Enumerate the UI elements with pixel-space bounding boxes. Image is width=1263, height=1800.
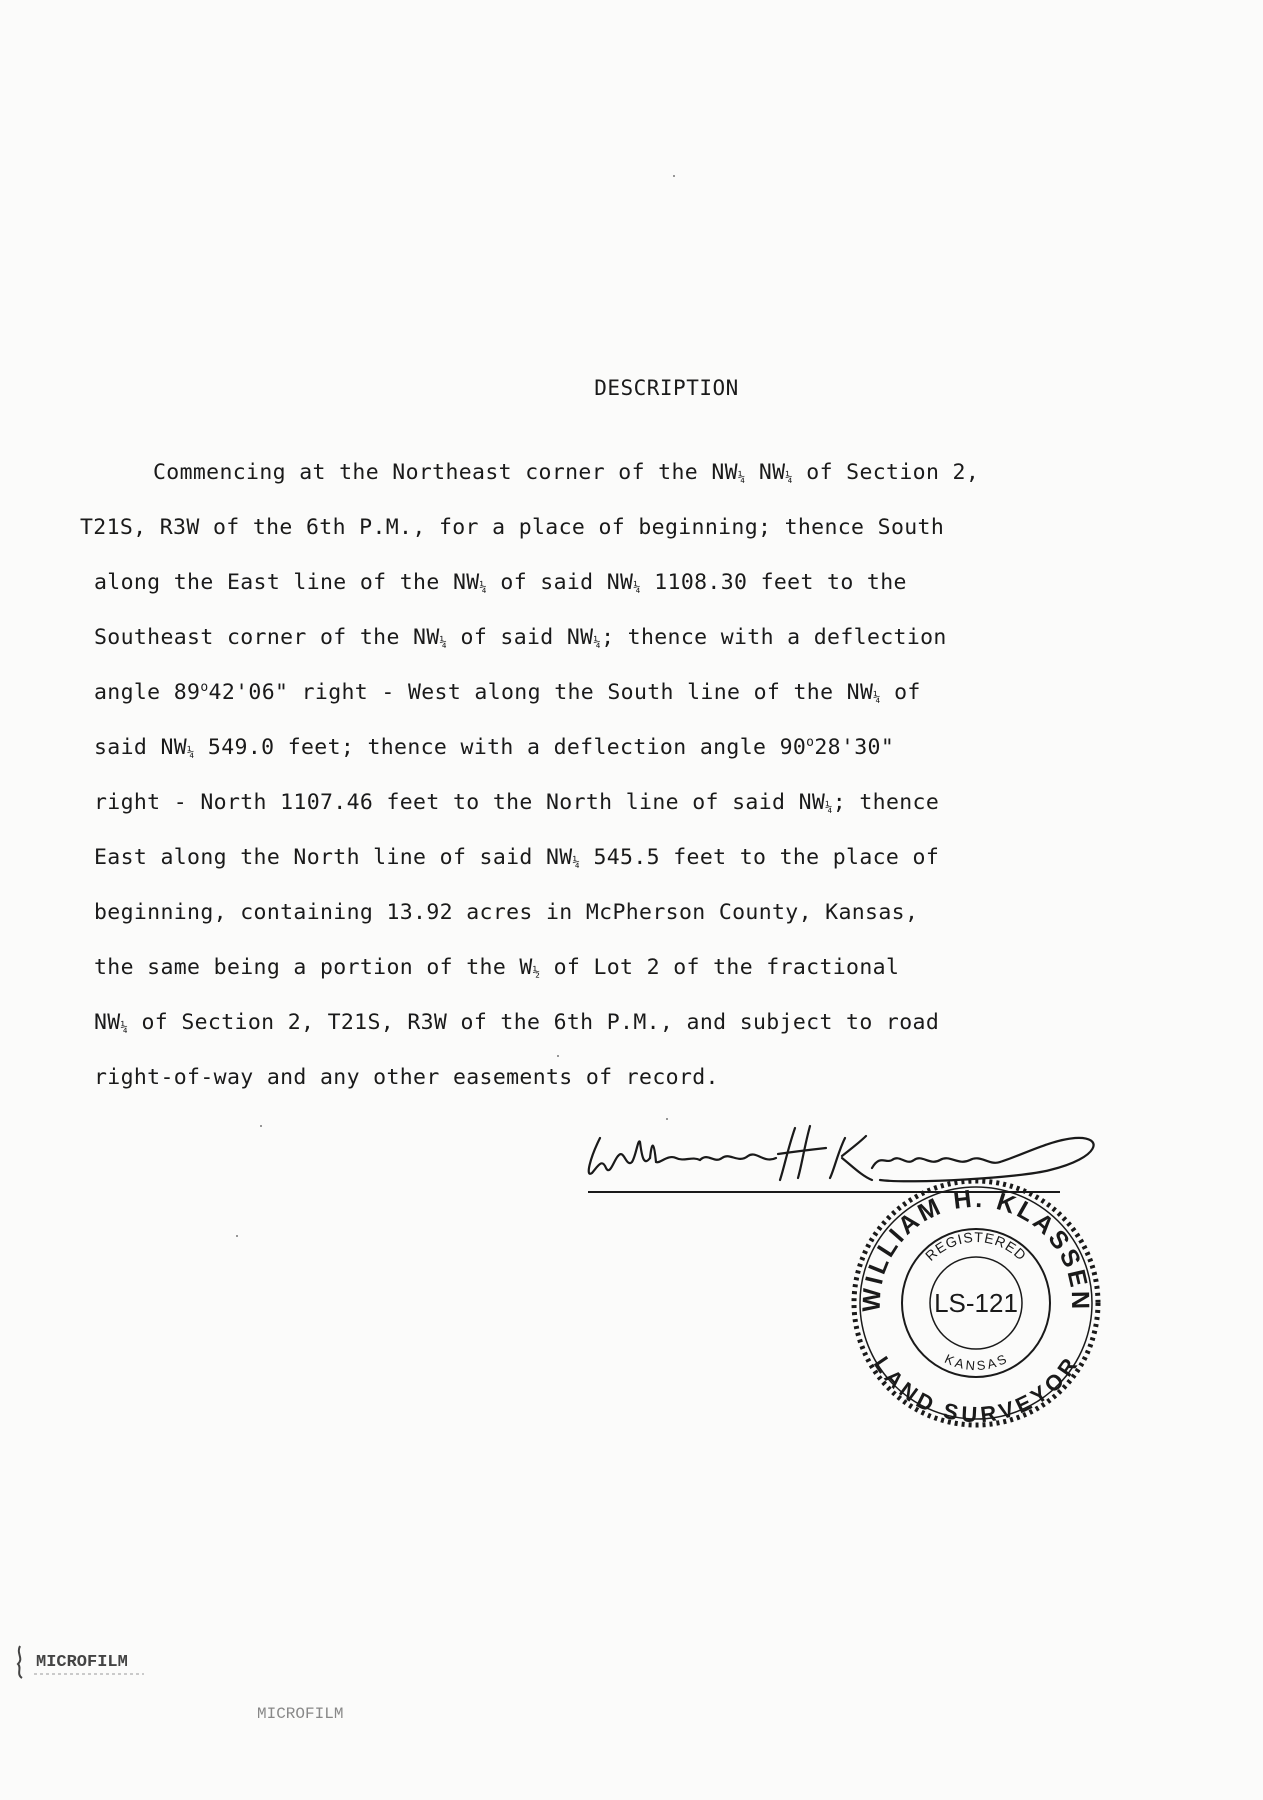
microfilm-stamp-1 (14, 1640, 184, 1690)
microfilm-stamp-2 (255, 1700, 365, 1724)
document-title: DESCRIPTION (594, 376, 739, 400)
seal-outer-bottom-text: LAND SURVEYOR (868, 1351, 1084, 1428)
description-line-4: Southeast corner of the NW¼ of said NW¼; thence with a deflection (94, 625, 947, 650)
svg-text:REGISTERED (922, 1229, 1030, 1264)
description-line-5: angle 89$^o$42'06" right - West along the South line of the NW¼ of (94, 680, 921, 705)
description-line-6: said NW¼ 549.0 feet; thence with a deflection angle 90$^o$28'30" (94, 735, 895, 760)
seal-inner-bottom-text: KANSAS (942, 1350, 1010, 1373)
description-line-1: Commencing at the Northeast corner of the NW¼ NW¼ of Section 2, (153, 460, 980, 485)
paper-speck (673, 175, 675, 177)
description-line-12: right-of-way and any other easements of record. (94, 1065, 719, 1090)
description-line-9: beginning, containing 13.92 acres in McPherson County, Kansas, (94, 900, 919, 925)
paper-speck (260, 1125, 262, 1127)
svg-text:KANSAS (943, 1351, 1010, 1373)
description-line-11: NW¼ of Section 2, T21S, R3W of the 6th P.M., and subject to road (94, 1010, 940, 1035)
description-line-10: the same being a portion of the W½ of Lot 2 of the fractional (94, 955, 900, 980)
description-line-3: along the East line of the NW¼ of said NW¼ 1108.30 feet to the (94, 570, 907, 595)
microfilm-stamp-2-text: MICROFILM (257, 1705, 344, 1723)
description-line-7: right - North 1107.46 feet to the North line of said NW¼; thence (94, 790, 940, 815)
surveyor-seal (845, 1172, 1107, 1434)
paper-speck (236, 1235, 238, 1237)
seal-license-number: LS-121 (934, 1288, 1018, 1318)
paper-speck (666, 1118, 668, 1120)
seal-outer-top-text: WILLIAM H. KLASSEN (857, 1184, 1095, 1313)
description-line-2: T21S, R3W of the 6th P.M., for a place of beginning; thence South (80, 515, 945, 540)
seal-inner-top-text: REGISTERED (922, 1228, 1030, 1264)
description-line-8: East along the North line of said NW¼ 545.5 feet to the place of (94, 845, 940, 870)
microfilm-stamp-1-text: MICROFILM (36, 1653, 128, 1672)
paper-speck (557, 1055, 559, 1057)
